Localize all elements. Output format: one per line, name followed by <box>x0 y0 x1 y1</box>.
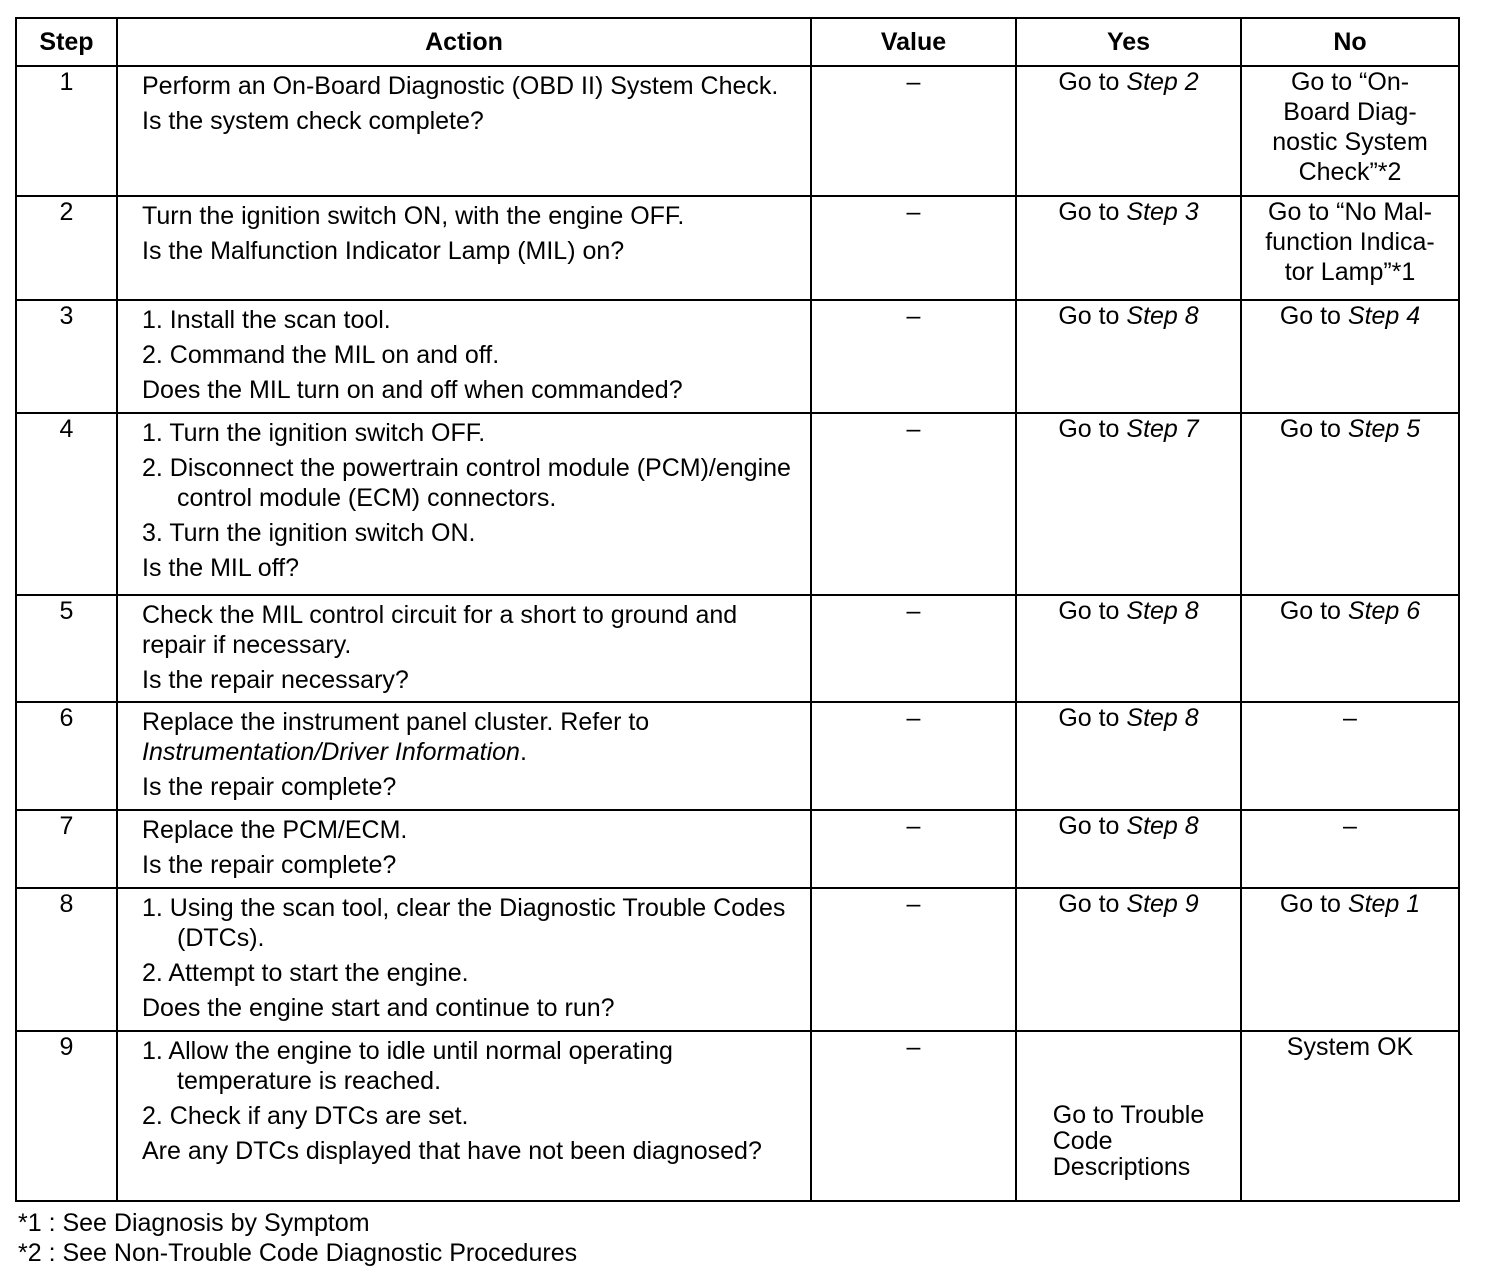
step-number: 1 <box>16 66 117 196</box>
action-line: Perform an On-Board Diagnostic (OBD II) System Check. <box>142 72 779 100</box>
action-line: Replace the PCM/ECM. <box>142 816 408 844</box>
action-line: 1. Using the scan tool, clear the Diagnostic Trouble Codes (DTCs). <box>142 894 786 952</box>
yes-cell <box>1016 66 1241 196</box>
action-question: Is the MIL off? <box>142 554 300 582</box>
action-line: 2. Check if any DTCs are set. <box>142 1102 469 1130</box>
no-cell <box>1241 196 1459 300</box>
action-question: Is the system check complete? <box>142 107 484 135</box>
no-cell <box>1241 595 1459 702</box>
header-action: Action <box>117 18 811 66</box>
action-cell <box>117 888 811 1031</box>
no-prefix: Go to <box>1279 302 1348 330</box>
yes-prefix: Go to <box>1058 415 1127 443</box>
no-text-line: function Indica- <box>1265 228 1435 256</box>
yes-prefix: Go to <box>1058 597 1127 625</box>
action-line: Turn the ignition switch ON, with the engine OFF. <box>142 202 685 230</box>
action-question: Are any DTCs displayed that have not been diagnosed? <box>142 1137 762 1165</box>
step-number: 2 <box>16 196 117 300</box>
yes-cell <box>1016 1031 1241 1201</box>
no-step-ref: Step 6 <box>1347 597 1421 625</box>
yes-cell <box>1016 196 1241 300</box>
yes-step-ref: Step 9 <box>1126 890 1199 918</box>
action-line: 1. Allow the engine to idle until normal operating temperature is reached. <box>142 1037 673 1095</box>
action-cell <box>117 196 811 300</box>
table-row <box>16 888 1459 1031</box>
step-number: 8 <box>16 888 117 1031</box>
value-cell: – <box>811 66 1016 196</box>
action-cell <box>117 595 811 702</box>
header-row <box>16 18 1459 66</box>
yes-step-ref: Step 8 <box>1126 704 1199 732</box>
no-text-line: Check”*2 <box>1298 158 1402 186</box>
action-cell <box>117 1031 811 1201</box>
action-line: 3. Turn the ignition switch ON. <box>142 519 476 547</box>
table-row <box>16 702 1459 810</box>
action-question: Does the MIL turn on and off when commanded? <box>142 376 683 404</box>
no-text-line: Go to “On- <box>1290 68 1410 96</box>
yes-text-line: Go to Trouble <box>1052 1101 1205 1129</box>
action-line: 1. Turn the ignition switch OFF. <box>142 419 486 447</box>
yes-prefix: Go to <box>1058 68 1127 96</box>
action-line: 2. Command the MIL on and off. <box>142 341 500 369</box>
table-row <box>16 810 1459 888</box>
no-cell: System OK <box>1241 1031 1459 1201</box>
yes-prefix: Go to <box>1058 704 1127 732</box>
no-prefix: Go to <box>1279 890 1348 918</box>
no-cell <box>1241 888 1459 1031</box>
action-cell <box>117 300 811 413</box>
table-row <box>16 1031 1459 1201</box>
header-value: Value <box>811 18 1016 66</box>
yes-text-line: Descriptions <box>1052 1153 1191 1181</box>
yes-prefix: Go to <box>1058 812 1127 840</box>
action-cell <box>117 702 811 810</box>
yes-text-line: Code <box>1052 1127 1113 1155</box>
footnotes <box>18 1208 577 1268</box>
step-number: 5 <box>16 595 117 702</box>
no-cell <box>1241 66 1459 196</box>
action-line: Check the MIL control circuit for a short to ground and repair if necessary. <box>142 601 738 659</box>
action-question: Is the Malfunction Indicator Lamp (MIL) on? <box>142 237 625 265</box>
step-number: 9 <box>16 1031 117 1201</box>
yes-trouble-code-text <box>1053 1102 1204 1194</box>
action-cell <box>117 413 811 595</box>
table-row <box>16 595 1459 702</box>
action-line: 2. Attempt to start the engine. <box>142 959 469 987</box>
footnote-1: *1 : See Diagnosis by Symptom <box>18 1209 370 1237</box>
header-no: No <box>1241 18 1459 66</box>
yes-prefix: Go to <box>1058 302 1127 330</box>
no-step-ref: Step 4 <box>1347 302 1421 330</box>
no-text-line: nostic System <box>1272 128 1428 156</box>
table-row <box>16 413 1459 595</box>
yes-step-ref: Step 8 <box>1126 812 1199 840</box>
yes-step-ref: Step 7 <box>1126 415 1199 443</box>
no-text-line: Go to “No Mal- <box>1268 198 1432 226</box>
action-line: 2. Disconnect the powertrain control module (PCM)/engine control module (ECM) connectors. <box>142 454 791 512</box>
yes-step-ref: Step 3 <box>1126 198 1199 226</box>
no-cell <box>1241 300 1459 413</box>
action-question: Does the engine start and continue to run? <box>142 994 615 1022</box>
no-step-ref: Step 5 <box>1347 415 1421 443</box>
value-cell: – <box>811 1031 1016 1201</box>
value-cell: – <box>811 196 1016 300</box>
action-question: Is the repair complete? <box>142 851 397 879</box>
footnote-2: *2 : See Non-Trouble Code Diagnostic Procedures <box>18 1239 578 1267</box>
action-cell <box>117 66 811 196</box>
yes-cell <box>1016 888 1241 1031</box>
yes-step-ref: Step 8 <box>1126 597 1199 625</box>
value-cell: – <box>811 595 1016 702</box>
value-cell: – <box>811 702 1016 810</box>
no-cell: – <box>1241 810 1459 888</box>
value-cell: – <box>811 888 1016 1031</box>
header-yes: Yes <box>1016 18 1241 66</box>
yes-prefix: Go to <box>1058 198 1127 226</box>
refer-end: . <box>519 738 527 766</box>
no-text-line: Board Diag- <box>1283 98 1417 126</box>
action-line <box>142 707 792 767</box>
table-row <box>16 196 1459 300</box>
table-row <box>16 66 1459 196</box>
step-number: 4 <box>16 413 117 595</box>
refer-manual-section: Instrumentation/Driver Information <box>142 738 520 766</box>
action-question: Is the repair complete? <box>142 773 397 801</box>
step-number: 7 <box>16 810 117 888</box>
yes-cell <box>1016 300 1241 413</box>
no-text-line: tor Lamp”*1 <box>1284 258 1416 286</box>
yes-cell <box>1016 595 1241 702</box>
diagnostic-table <box>15 17 1460 1202</box>
yes-cell <box>1016 702 1241 810</box>
action-line: 1. Install the scan tool. <box>142 306 391 334</box>
yes-cell <box>1016 810 1241 888</box>
value-cell: – <box>811 300 1016 413</box>
yes-cell <box>1016 413 1241 595</box>
yes-step-ref: Step 2 <box>1126 68 1199 96</box>
header-step: Step <box>16 18 117 66</box>
yes-step-ref: Step 8 <box>1126 302 1199 330</box>
action-question: Is the repair necessary? <box>142 666 409 694</box>
value-cell: – <box>811 810 1016 888</box>
no-cell: – <box>1241 702 1459 810</box>
no-step-ref: Step 1 <box>1347 890 1421 918</box>
yes-prefix: Go to <box>1058 890 1127 918</box>
no-prefix: Go to <box>1279 597 1348 625</box>
value-cell: – <box>811 413 1016 595</box>
refer-intro: Replace the instrument panel cluster. Refer to <box>142 708 650 736</box>
no-cell <box>1241 413 1459 595</box>
step-number: 6 <box>16 702 117 810</box>
action-cell <box>117 810 811 888</box>
no-prefix: Go to <box>1279 415 1348 443</box>
table-row <box>16 300 1459 413</box>
step-number: 3 <box>16 300 117 413</box>
